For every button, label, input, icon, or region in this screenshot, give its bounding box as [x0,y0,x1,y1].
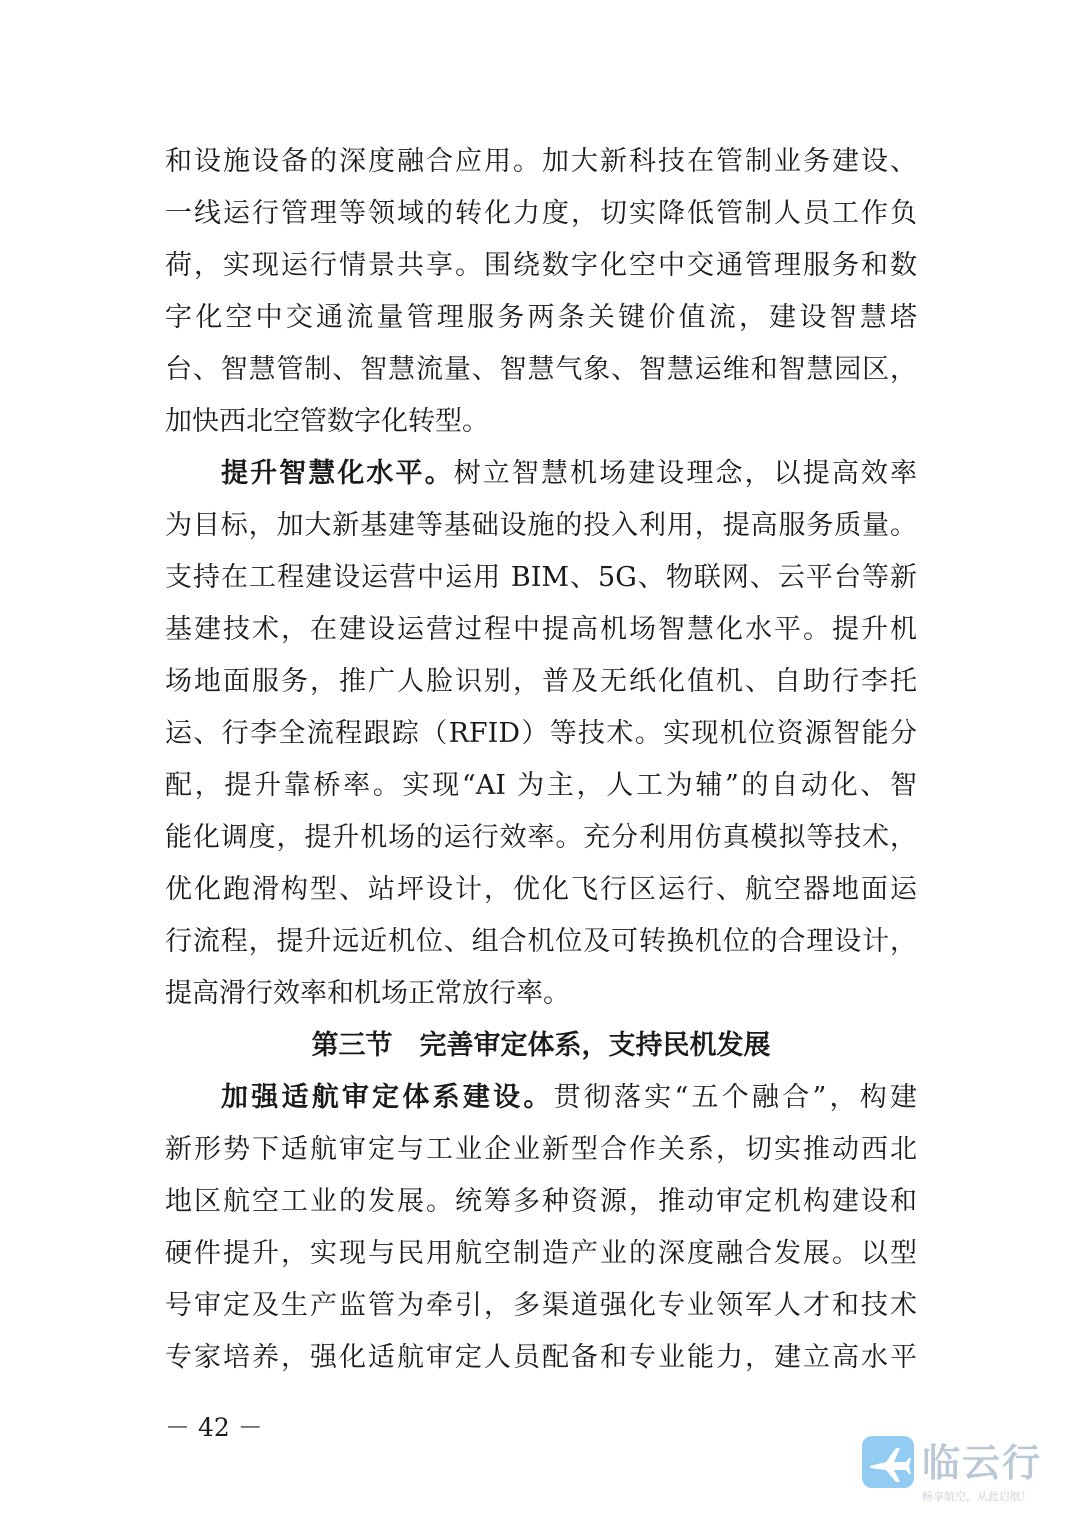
text-line-with-lead [165,1072,917,1124]
watermark-subtitle: 畅享航空，从此启航！ [922,1490,1032,1503]
text-line: 场地面服务，推广人脸识别，普及无纸化值机、自助行李托 [165,666,917,697]
text-line: 行流程，提升远近机位、组合机位及可转换机位的合理设计， [165,926,917,957]
airplane-logo-icon [862,1436,914,1488]
watermark-logo [862,1432,1062,1512]
page-number: － 42 － [165,1413,263,1442]
text-line: 优化跑滑构型、站坪设计，优化飞行区运行、航空器地面运 [165,874,917,905]
text-line: 号审定及生产监管为牵引，多渠道强化专业领军人才和技术 [165,1290,917,1321]
text-line: 新形势下适航审定与工业企业新型合作关系，切实推动西北 [165,1134,917,1165]
text-line: 加快西北空管数字化转型。 [165,406,489,437]
text-line: 一线运行管理等领域的转化力度，切实降低管制人员工作负 [165,198,917,229]
text-line: 硬件提升，实现与民用航空制造产业的深度融合发展。以型 [165,1238,917,1269]
document-body [165,136,917,1384]
paragraph-lead: 提升智慧化水平。 [221,458,454,489]
text-line: 支持在工程建设运营中运用 BIM、5G、物联网、云平台等新 [165,562,917,593]
text-line: 提高滑行效率和机场正常放行率。 [165,978,570,1009]
text-line: 荷，实现运行情景共享。围绕数字化空中交通管理服务和数 [165,250,917,281]
text-line: 和设施设备的深度融合应用。加大新科技在管制业务建设、 [165,146,917,177]
watermark-title: 临云行 [922,1441,1043,1485]
text-line: 地区航空工业的发展。统筹多种资源，推动审定机构建设和 [165,1186,917,1217]
paragraph-lead: 加强适航审定体系建设。 [221,1082,554,1113]
text-span: 贯彻落实“五个融合”，构建 [553,1082,917,1113]
text-line: 字化空中交通流量管理服务两条关键价值流，建设智慧塔 [165,302,917,333]
text-line-with-lead [165,448,917,500]
paragraph-1 [165,136,917,448]
text-line: 基建技术，在建设运营过程中提高机场智慧化水平。提升机 [165,614,917,645]
text-line: 为目标，加大新基建等基础设施的投入利用，提高服务质量。 [165,510,917,541]
text-span: 树立智慧机场建设理念，以提高效率 [453,458,917,489]
paragraph-3 [165,1072,917,1384]
text-line: 配，提升靠桥率。实现“AI 为主，人工为辅”的自动化、智 [165,770,917,801]
section-heading: 第三节 完善审定体系，支持民机发展 [311,1030,771,1061]
text-line: 能化调度，提升机场的运行效率。充分利用仿真模拟等技术， [165,822,917,853]
text-line: 运、行李全流程跟踪（RFID）等技术。实现机位资源智能分 [165,718,917,749]
paragraph-2 [165,448,917,1020]
text-line: 台、智慧管制、智慧流量、智慧气象、智慧运维和智慧园区， [165,354,917,385]
text-line: 专家培养，强化适航审定人员配备和专业能力，建立高水平 [165,1342,917,1373]
